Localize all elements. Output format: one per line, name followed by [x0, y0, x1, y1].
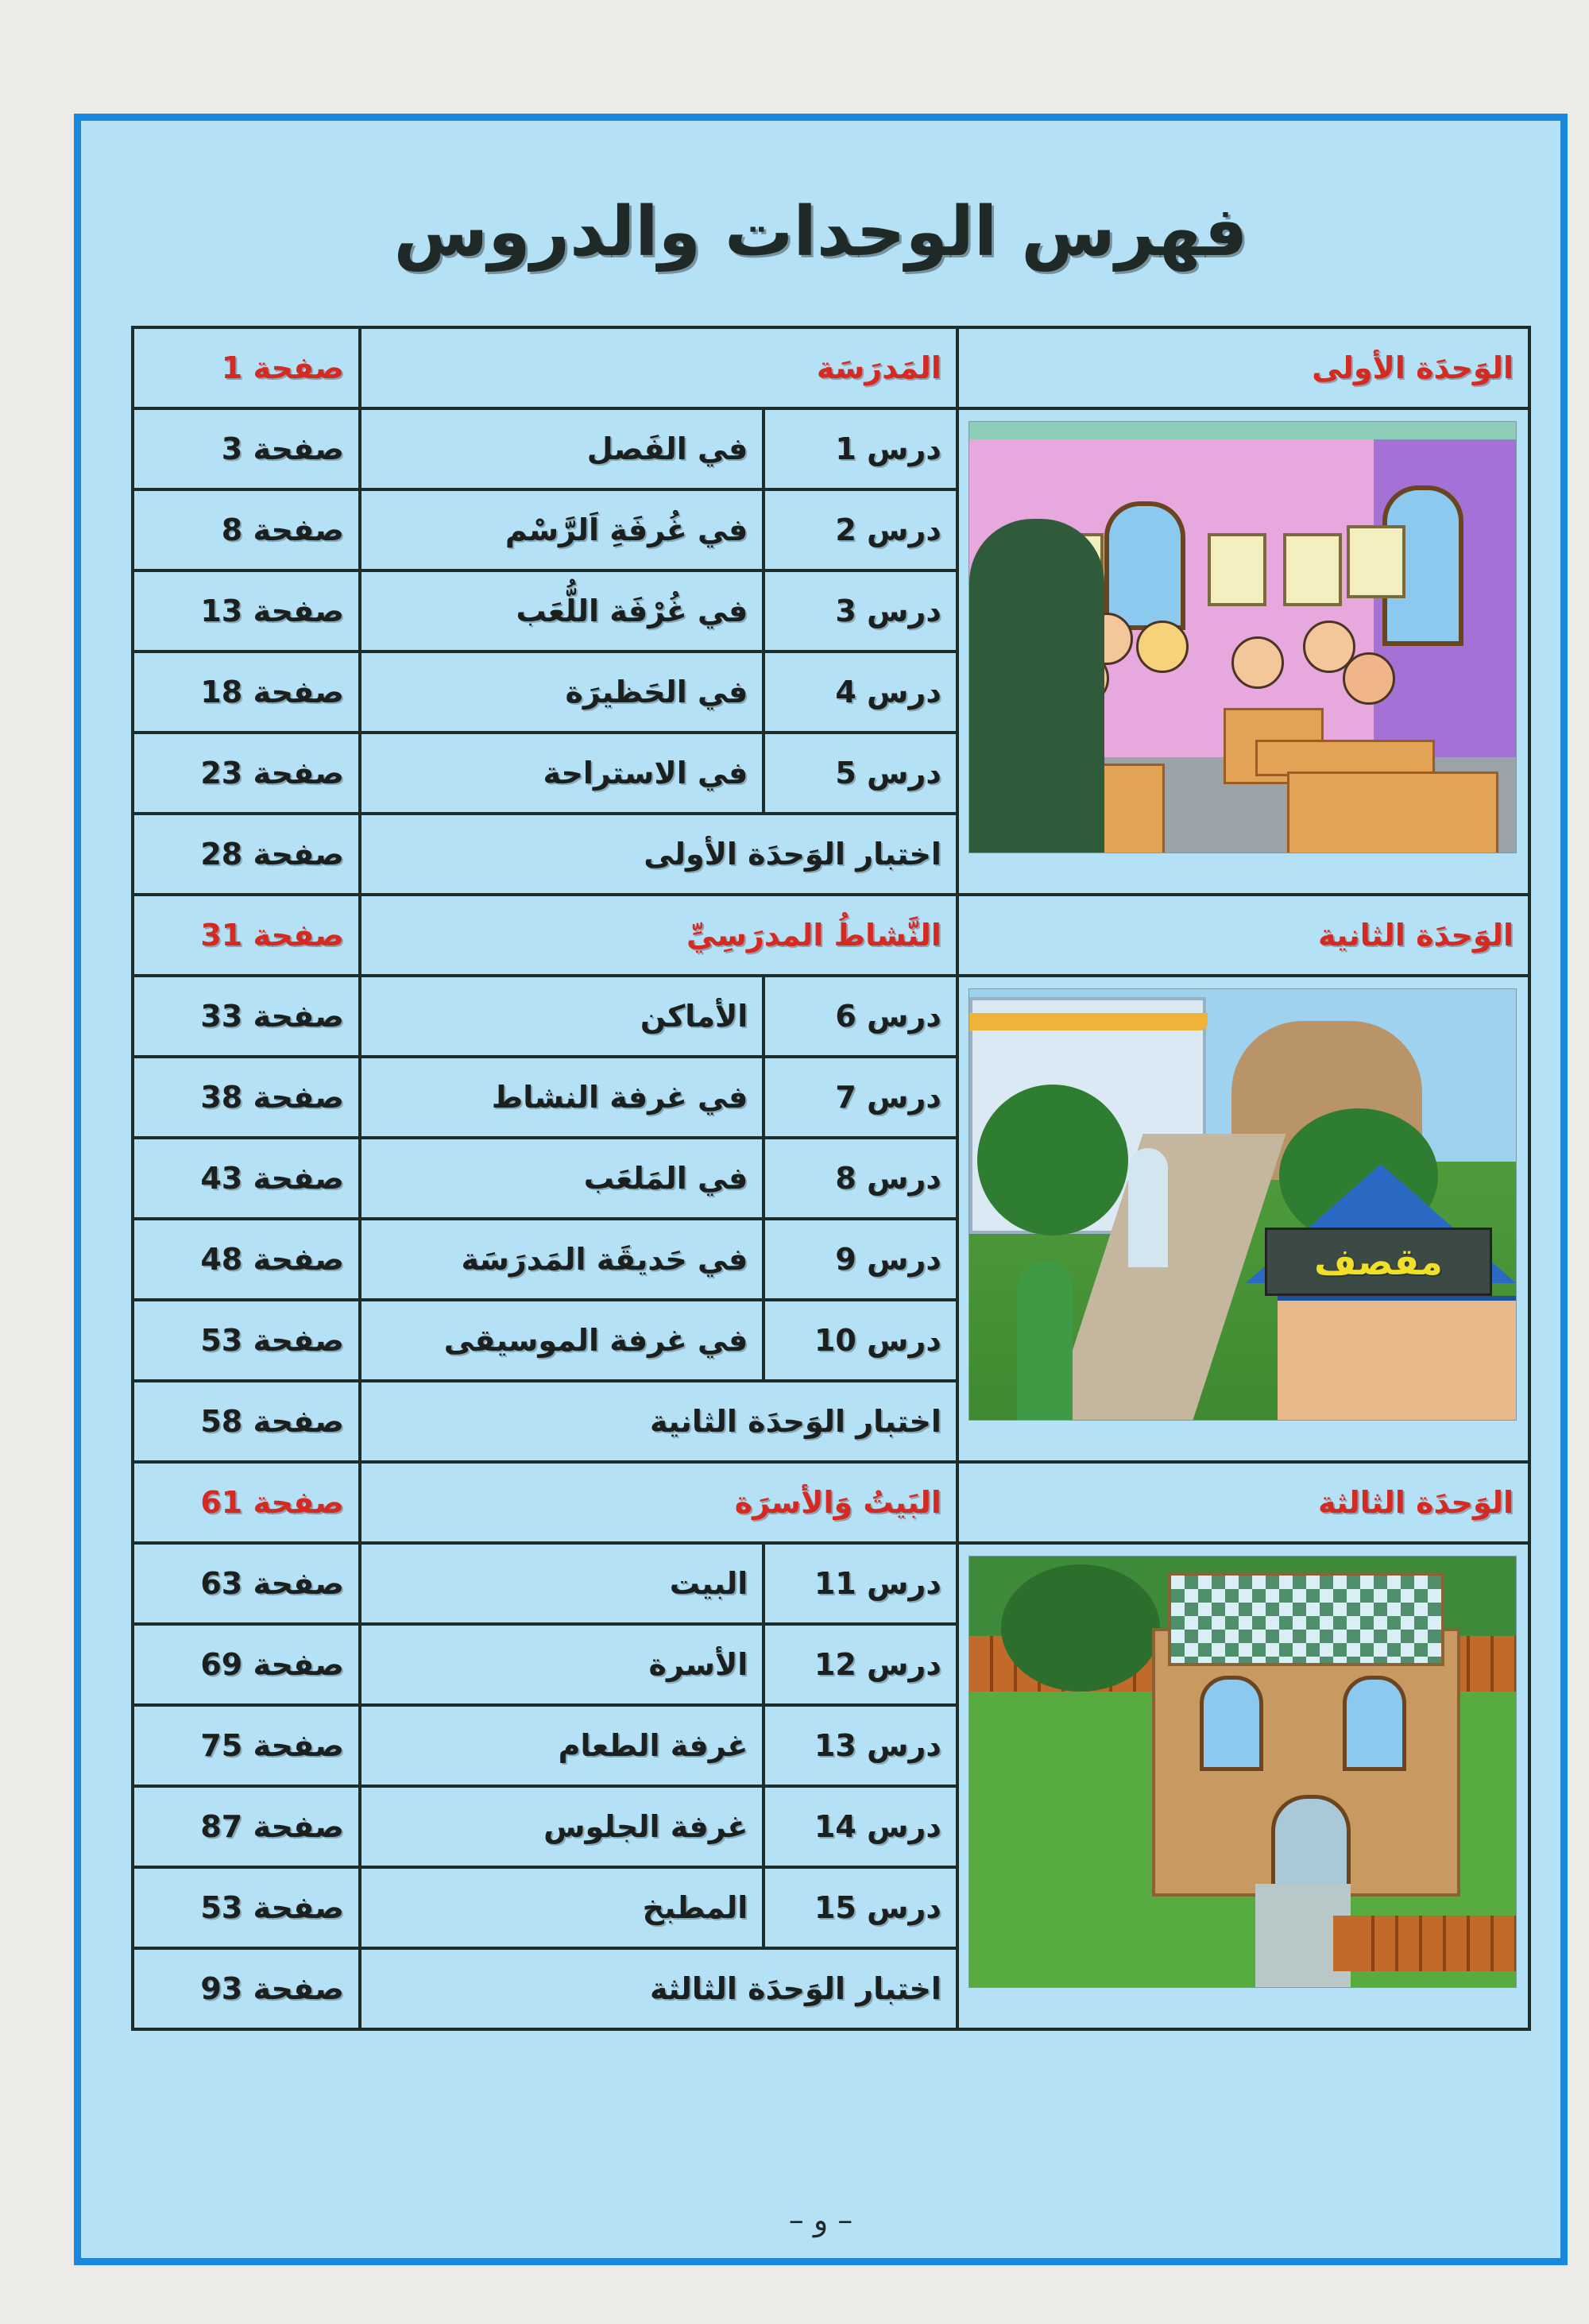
unit-illustration-cell — [957, 1543, 1529, 2029]
lesson-page[interactable]: صفحة 63 — [133, 1543, 360, 1624]
lesson-page[interactable]: صفحة 53 — [133, 1867, 360, 1948]
lesson-title: غرفة الجلوس — [360, 1786, 764, 1867]
student-figure — [1343, 652, 1395, 705]
bicycle-picture-icon — [1283, 533, 1342, 606]
tree-icon — [1001, 1564, 1160, 1692]
lesson-number: درس 4 — [764, 652, 957, 733]
lesson-page[interactable]: صفحة 75 — [133, 1705, 360, 1786]
lesson-page[interactable]: صفحة 48 — [133, 1219, 360, 1300]
lesson-page[interactable]: صفحة 8 — [133, 489, 360, 570]
lesson-number: درس 8 — [764, 1138, 957, 1219]
unit-theme: البَيتُ وَالأسرَة — [360, 1462, 957, 1543]
house-illustration — [968, 1556, 1517, 1988]
unit-test-title: اختبار الوَحدَة الأولى — [360, 814, 957, 895]
lesson-number: درس 7 — [764, 1057, 957, 1138]
lesson-number: درس 12 — [764, 1624, 957, 1705]
lesson-number: درس 5 — [764, 733, 957, 814]
unit-illustration-cell — [957, 976, 1529, 1462]
lesson-title: في حَديقَة المَدرَسَة — [360, 1219, 764, 1300]
lesson-title: في المَلعَب — [360, 1138, 764, 1219]
lesson-page[interactable]: صفحة 23 — [133, 733, 360, 814]
lesson-number: درس 6 — [764, 976, 957, 1057]
kiosk-counter — [1278, 1296, 1516, 1420]
student-figure — [1017, 1261, 1073, 1420]
unit-theme: النَّشاطُ المدرَسِيِّ — [360, 895, 957, 976]
lesson-number: درس 14 — [764, 1786, 957, 1867]
lesson-number: درس 15 — [764, 1867, 957, 1948]
lesson-title: المطبخ — [360, 1867, 764, 1948]
school-yard-illustration — [968, 988, 1517, 1421]
lesson-number: درس 1 — [764, 408, 957, 489]
unit-test-page[interactable]: صفحة 58 — [133, 1381, 360, 1462]
lesson-title: في الحَظيرَة — [360, 652, 764, 733]
unit-test-page[interactable]: صفحة 93 — [133, 1948, 360, 2029]
lesson-page[interactable]: صفحة 3 — [133, 408, 360, 489]
unit-test-title: اختبار الوَحدَة الثانية — [360, 1381, 957, 1462]
student-figure — [1136, 621, 1189, 673]
unit-header-row — [133, 1462, 1529, 1543]
lesson-page[interactable]: صفحة 38 — [133, 1057, 360, 1138]
unit-header-row — [133, 895, 1529, 976]
table-of-contents — [131, 326, 1531, 2031]
lesson-title: في غرفة النشاط — [360, 1057, 764, 1138]
window-icon — [1104, 501, 1185, 630]
lesson-page[interactable]: صفحة 18 — [133, 652, 360, 733]
fish-picture-icon — [1347, 525, 1405, 598]
unit-label: الوَحدَة الثالثة — [957, 1462, 1529, 1543]
lesson-page[interactable]: صفحة 33 — [133, 976, 360, 1057]
kiosk-sign: مقصف — [1265, 1228, 1492, 1296]
page-frame — [74, 114, 1568, 2265]
unit-theme: المَدرَسَة — [360, 327, 957, 408]
lesson-title: الأسرة — [360, 1624, 764, 1705]
window-icon — [1200, 1676, 1263, 1771]
lesson-number: درس 2 — [764, 489, 957, 570]
unit-theme-page[interactable]: صفحة 1 — [133, 327, 360, 408]
unit-label: الوَحدَة الثانية — [957, 895, 1529, 976]
flower-picture-icon — [1208, 533, 1266, 606]
lesson-row[interactable] — [133, 976, 1529, 1057]
lesson-title: في غُرفَةِ اَلرَّسْم — [360, 489, 764, 570]
desk — [1287, 771, 1498, 853]
lesson-title: الأماكن — [360, 976, 764, 1057]
lesson-title: في الاستراحة — [360, 733, 764, 814]
unit-illustration-cell — [957, 408, 1529, 895]
lesson-page[interactable]: صفحة 13 — [133, 570, 360, 652]
building-awning — [969, 1013, 1208, 1031]
lesson-number: درس 11 — [764, 1543, 957, 1624]
tree-icon — [977, 1085, 1128, 1235]
lesson-page[interactable]: صفحة 87 — [133, 1786, 360, 1867]
page-title: فهرس الوحدات والدروس — [393, 192, 1248, 272]
lesson-title: غرفة الطعام — [360, 1705, 764, 1786]
ceiling-strip — [969, 422, 1516, 439]
lesson-number: درس 9 — [764, 1219, 957, 1300]
lesson-page[interactable]: صفحة 69 — [133, 1624, 360, 1705]
unit-theme-page[interactable]: صفحة 61 — [133, 1462, 360, 1543]
lesson-row[interactable] — [133, 1543, 1529, 1624]
lesson-page[interactable]: صفحة 53 — [133, 1300, 360, 1381]
classroom-illustration — [968, 421, 1517, 853]
front-fence — [1351, 1916, 1516, 1971]
lesson-row[interactable] — [133, 408, 1529, 489]
teacher-figure — [969, 519, 1104, 853]
lesson-number: درس 13 — [764, 1705, 957, 1786]
unit-test-title: اختبار الوَحدَة الثالثة — [360, 1948, 957, 2029]
student-figure — [1231, 636, 1284, 689]
lesson-number: درس 10 — [764, 1300, 957, 1381]
lesson-title: في غُرْفَة اللُّعَب — [360, 570, 764, 652]
door-icon — [1271, 1795, 1351, 1898]
lesson-title: في الفَصل — [360, 408, 764, 489]
unit-header-row — [133, 327, 1529, 408]
student-figure — [1128, 1148, 1168, 1267]
unit-label: الوَحدَة الأولى — [957, 327, 1529, 408]
window-icon — [1343, 1676, 1406, 1771]
lesson-number: درس 3 — [764, 570, 957, 652]
lesson-page[interactable]: صفحة 43 — [133, 1138, 360, 1219]
lesson-title: البيت — [360, 1543, 764, 1624]
unit-test-page[interactable]: صفحة 28 — [133, 814, 360, 895]
lesson-title: في غرفة الموسيقى — [360, 1300, 764, 1381]
unit-theme-page[interactable]: صفحة 31 — [133, 895, 360, 976]
house-roof — [1168, 1572, 1444, 1666]
page-number: – و – — [788, 2202, 853, 2237]
